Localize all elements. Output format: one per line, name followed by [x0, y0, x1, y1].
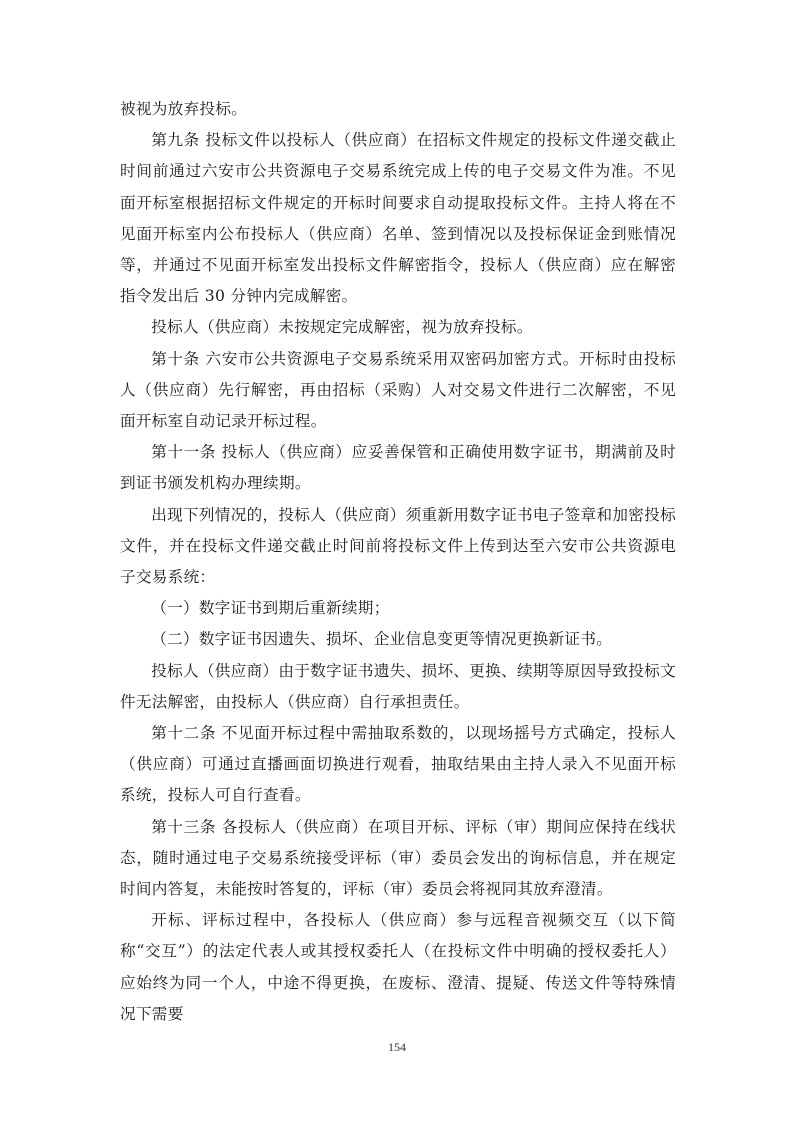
- paragraph-article-10: 第十条 六安市公共资源电子交易系统采用双密码加密方式。开标时由投标人（供应商）先行解密，再由招标（采购）人对交易文件进行二次解密，不见面开标室自动记录开标过程。: [120, 349, 676, 431]
- paragraph-article-9-note: 投标人（供应商）未按规定完成解密，视为放弃投标。: [151, 318, 533, 337]
- paragraph-article-13-interaction: 开标、评标过程中，各投标人（供应商）参与远程音视频交互（以下简称“交互”）的法定代表人或其授权委托人（在投标文件中明确的授权委托人）应始终为同一个人，中途不得更换，在废标、澄清、提疑、传送文件等特殊情况下需要: [120, 911, 676, 1023]
- paragraph-article-11-liability: 投标人（供应商）由于数字证书遗失、损坏、更换、续期等原因导致投标文件无法解密，由投标人（供应商）自行承担责任。: [120, 661, 676, 711]
- page-number: 154: [388, 1040, 406, 1054]
- paragraph-article-13: 第十三条 各投标人（供应商）在项目开标、评标（审）期间应保持在线状态，随时通过电子交易系统接受评标（审）委员会发出的询标信息，并在规定时间内答复，未能按时答复的，评标（审）委员会将视同其放弃澄清。: [120, 817, 676, 899]
- document-body: [120, 94, 676, 1030]
- paragraph-continuation: 被视为放弃投标。: [120, 100, 248, 118]
- paragraph-condition-1: （一）数字证书到期后重新续期；: [151, 599, 390, 618]
- paragraph-article-11-conditions: 出现下列情况的，投标人（供应商）须重新用数字证书电子签章和加密投标文件，并在投标文件递交截止时间前将投标文件上传到达至六安市公共资源电子交易系统：: [120, 505, 676, 587]
- paragraph-article-12: 第十二条 不见面开标过程中需抽取系数的，以现场摇号方式确定，投标人（供应商）可通过直播画面切换进行观看，抽取结果由主持人录入不见面开标系统，投标人可自行查看。: [120, 724, 676, 805]
- paragraph-condition-2: （二）数字证书因遗失、损坏、企业信息变更等情况更换新证书。: [151, 630, 613, 649]
- paragraph-article-9: 第九条 投标文件以投标人（供应商）在招标文件规定的投标文件递交截止时间前通过六安市公共资源电子交易系统完成上传的电子交易文件为准。不见面开标室根据招标文件规定的开标时间要求自动提取投标文件。主持人将在不见面开标室内公布投标人（供应商）名单、签到情况以及投标保证金到账情况等，并通过不见面开标室发出投标文件解密指令，投标人（供应商）应在解密指令发出后 30 分钟内完成解密。: [120, 131, 676, 306]
- paragraph-article-11: 第十一条 投标人（供应商）应妥善保管和正确使用数字证书，期满前及时到证书颁发机构办理续期。: [120, 443, 676, 493]
